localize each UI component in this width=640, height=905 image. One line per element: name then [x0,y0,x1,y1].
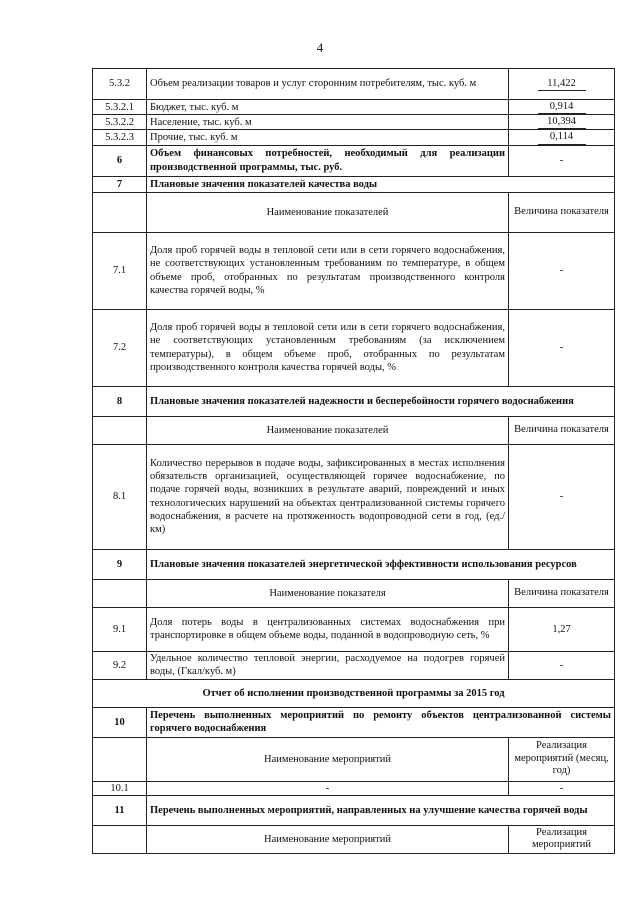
row-text: Прочие, тыс. куб. м [147,130,509,145]
row-value [509,130,615,145]
section-row [93,795,615,825]
row-number: 5.3.2 [93,69,147,100]
report-row [93,679,615,707]
section-number: 11 [93,795,147,825]
section-row [93,386,615,416]
empty-cell [93,737,147,781]
table-row [93,115,615,130]
row-text: Доля проб горячей воды в тепловой сети или в сети горячего водоснабжения, не соответствующих установленным требованиям по температуре, в общем объеме проб, отобранных по результатам производственного контроля качества горячей воды, % [147,232,509,309]
column-header-name: Наименование показателя [147,579,509,607]
empty-cell [93,579,147,607]
section-title: Перечень выполненных мероприятий по ремонту объектов централизованной системы горячего водоснабжения [147,707,615,737]
table-row [93,145,615,176]
row-value [509,115,615,130]
table-row [93,100,615,115]
row-value: - [509,309,615,386]
header-row [93,737,615,781]
column-header-name: Наименование мероприятий [147,737,509,781]
section-number: 9 [93,549,147,579]
column-header-value: Реализация мероприятий (месяц, год) [509,737,615,781]
row-number: 9.2 [93,651,147,679]
row-text: Удельное количество тепловой энергии, расходуемое на подогрев горячей воды, (Гкал/куб. м) [147,651,509,679]
row-text: Доля потерь воды в централизованных системах водоснабжения при транспортировке в общем объеме воды, поданной в водопроводную сеть, % [147,607,509,651]
row-text: Доля проб горячей воды в тепловой сети или в сети горячего водоснабжения, не соответствующих установленным требованиям (за исключением температуры), в общем объеме проб, отобранных по результатам производственного контроля качества горячей воды, % [147,309,509,386]
row-number: 8.1 [93,444,147,549]
column-header-name: Наименование показателей [147,192,509,232]
program-table [92,68,615,854]
row-number: 5.3.2.2 [93,115,147,130]
row-text: - [147,781,509,795]
section-number: 10 [93,707,147,737]
section-row [93,549,615,579]
table-row [93,130,615,145]
row-number: 5.3.2.1 [93,100,147,115]
row-value: - [509,444,615,549]
section-row [93,707,615,737]
column-header-name: Наименование мероприятий [147,825,509,853]
section-row [93,176,615,192]
row-value [509,69,615,100]
empty-cell [93,825,147,853]
row-value: - [509,145,615,176]
table-row [93,651,615,679]
value-text: 0,114 [538,130,586,144]
report-title: Отчет об исполнении производственной программы за 2015 год [93,679,615,707]
row-text: Объем реализации товаров и услуг сторонним потребителям, тыс. куб. м [147,69,509,100]
value-text: 0,914 [538,100,586,114]
column-header-name: Наименование показателей [147,416,509,444]
section-number: 7 [93,176,147,192]
header-row [93,579,615,607]
row-number: 10.1 [93,781,147,795]
table-row [93,781,615,795]
row-number: 7.2 [93,309,147,386]
row-value: - [509,781,615,795]
section-title: Перечень выполненных мероприятий, направленных на улучшение качества горячей воды [147,795,615,825]
column-header-value: Величина показателя [509,192,615,232]
value-text: 10,394 [538,115,586,129]
section-title: Плановые значения показателей качества воды [147,176,615,192]
header-row [93,825,615,853]
column-header-value: Величина показателя [509,416,615,444]
empty-cell [93,416,147,444]
row-number: 9.1 [93,607,147,651]
section-title: Плановые значения показателей надежности и бесперебойности горячего водоснабжения [147,386,615,416]
section-number: 8 [93,386,147,416]
row-text: Бюджет, тыс. куб. м [147,100,509,115]
row-value: - [509,232,615,309]
page-number: 4 [316,40,324,55]
table-row [93,309,615,386]
section-title: Плановые значения показателей энергетической эффективности использования ресурсов [147,549,615,579]
row-number: 7.1 [93,232,147,309]
table-row [93,69,615,100]
table-row [93,232,615,309]
header-row [93,192,615,232]
row-text: Население, тыс. куб. м [147,115,509,130]
empty-cell [93,192,147,232]
row-number: 6 [93,145,147,176]
row-value: 1,27 [509,607,615,651]
header-row [93,416,615,444]
table-row [93,444,615,549]
table-row [93,607,615,651]
column-header-value: Величина показателя [509,579,615,607]
row-value: - [509,651,615,679]
value-text: 11,422 [538,77,586,91]
row-value [509,100,615,115]
row-text: Объем финансовых потребностей, необходимый для реализации производственной программы, тыс. руб. [147,145,509,176]
column-header-value: Реализация мероприятий [509,825,615,853]
row-text: Количество перерывов в подаче воды, зафиксированных в местах исполнения обязательств организацией, осуществляющей горячее водоснабжение, по подаче горячей воды, возникших в результате аварий, повреждений и иных технологических нарушений на объектах централизованной системы горячего водоснабжения, в расчете на протяженность водопроводной сети в год, (ед./км) [147,444,509,549]
row-number: 5.3.2.3 [93,130,147,145]
